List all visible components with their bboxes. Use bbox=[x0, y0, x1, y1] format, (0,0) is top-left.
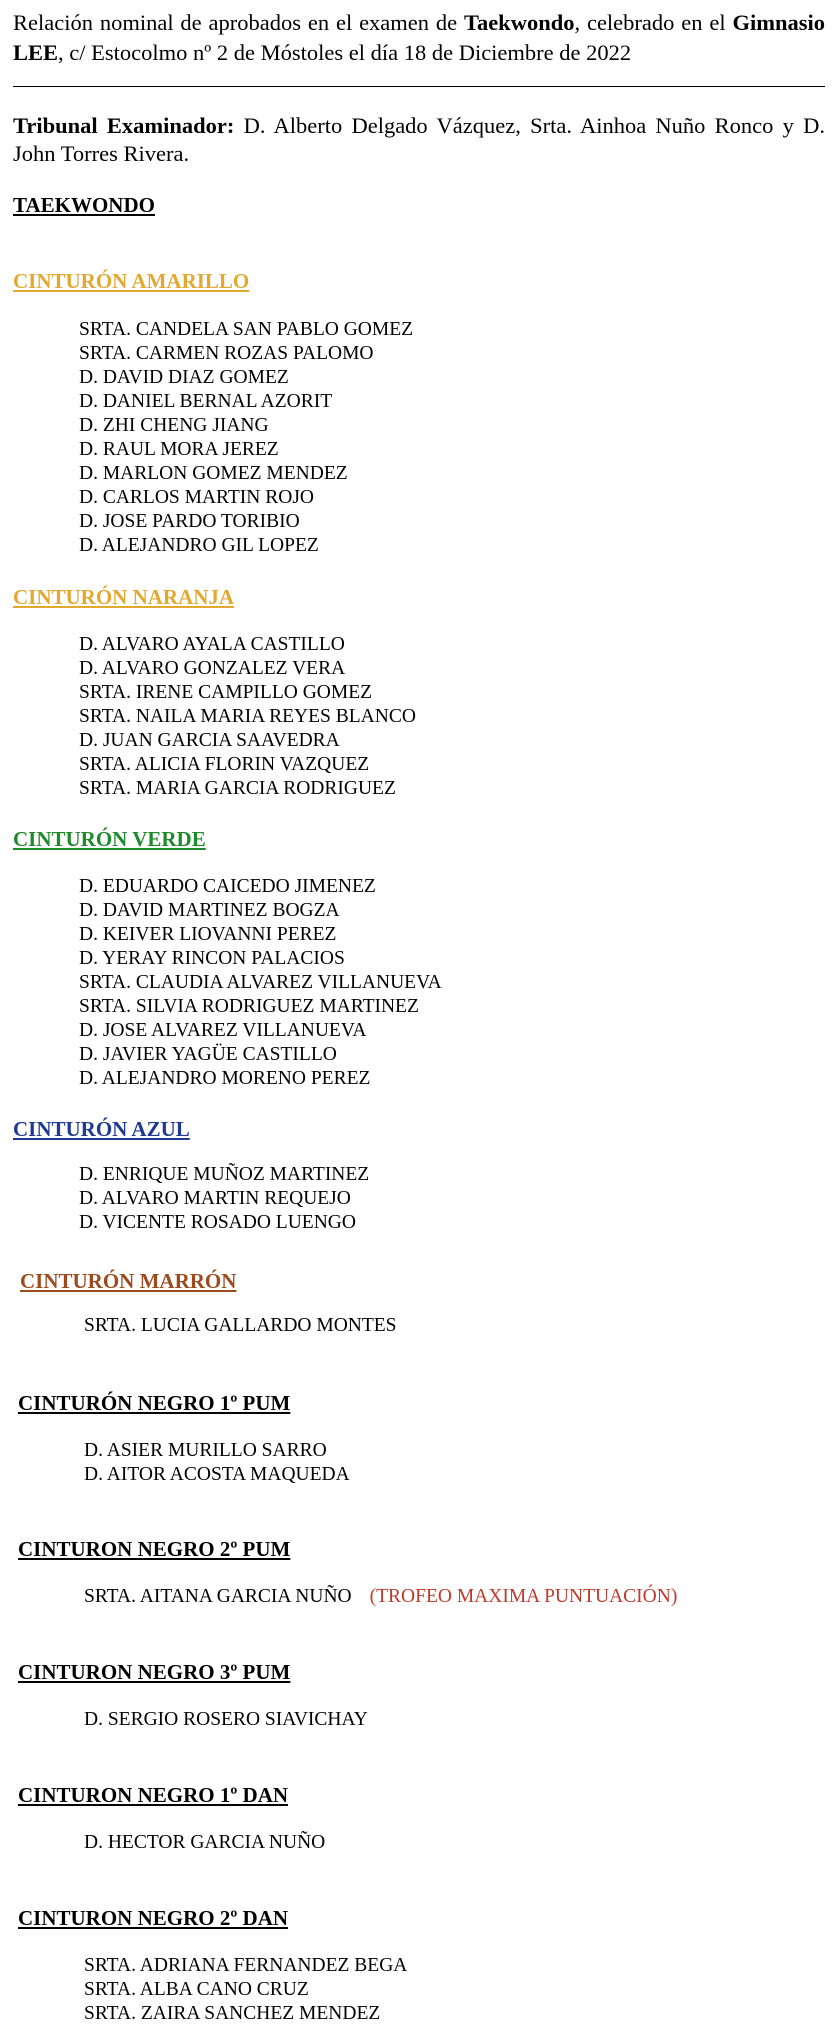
names-list-azul bbox=[79, 1163, 369, 1235]
section-title-verde: CINTURÓN VERDE bbox=[13, 827, 206, 851]
list-item: SRTA. IRENE CAMPILLO GOMEZ bbox=[79, 682, 373, 703]
list-item: D. DAVID MARTINEZ BOGZA bbox=[79, 900, 340, 921]
list-item: D. YERAY RINCON PALACIOS bbox=[79, 948, 345, 969]
list-item: D. ZHI CHENG JIANG bbox=[79, 415, 269, 436]
list-item: D. VICENTE ROSADO LUENGO bbox=[79, 1212, 356, 1233]
list-item: D. ALEJANDRO MORENO PEREZ bbox=[79, 1068, 371, 1089]
list-item: SRTA. ALBA CANO CRUZ bbox=[84, 1979, 309, 2000]
names-list-negro-2-pum bbox=[84, 1585, 677, 1609]
section-title-negro-2-dan: CINTURON NEGRO 2º DAN bbox=[18, 1906, 289, 1930]
intro-venue: Gimnasio LEE bbox=[13, 10, 825, 65]
section-title-negro-2-pum: CINTURON NEGRO 2º PUM bbox=[18, 1537, 291, 1561]
intro-paragraph bbox=[13, 8, 825, 68]
list-item: D. JAVIER YAGÜE CASTILLO bbox=[79, 1044, 337, 1065]
list-item: SRTA. NAILA MARIA REYES BLANCO bbox=[79, 706, 416, 727]
names-list-negro-1-dan bbox=[84, 1831, 325, 1855]
list-item bbox=[84, 1585, 677, 1609]
list-item: D. SERGIO ROSERO SIAVICHAY bbox=[84, 1709, 368, 1730]
list-item: SRTA. SILVIA RODRIGUEZ MARTINEZ bbox=[79, 996, 419, 1017]
list-item: D. DAVID DIAZ GOMEZ bbox=[79, 367, 289, 388]
list-item: SRTA. CLAUDIA ALVAREZ VILLANUEVA bbox=[79, 972, 442, 993]
list-item: SRTA. LUCIA GALLARDO MONTES bbox=[84, 1315, 397, 1336]
list-item: SRTA. ALICIA FLORIN VAZQUEZ bbox=[79, 754, 370, 775]
names-list-verde bbox=[79, 875, 442, 1091]
separator-line bbox=[13, 86, 825, 87]
list-item: SRTA. CARMEN ROZAS PALOMO bbox=[79, 343, 374, 364]
list-item: SRTA. ZAIRA SANCHEZ MENDEZ bbox=[84, 2003, 381, 2024]
tribunal-label: Tribunal Examinador: bbox=[13, 113, 235, 138]
list-item: D. ALVARO AYALA CASTILLO bbox=[79, 634, 345, 655]
names-list-negro-1-pum bbox=[84, 1439, 350, 1487]
list-item: SRTA. ADRIANA FERNANDEZ BEGA bbox=[84, 1955, 408, 1976]
names-list-negro-2-dan bbox=[84, 1954, 407, 2026]
names-list-negro-3-pum bbox=[84, 1708, 368, 1732]
discipline-heading: TAEKWONDO bbox=[13, 193, 155, 217]
list-item: D. JOSE ALVAREZ VILLANUEVA bbox=[79, 1020, 367, 1041]
section-title-marron: CINTURÓN MARRÓN bbox=[20, 1269, 237, 1293]
intro-text-2: , celebrado en el bbox=[574, 10, 733, 35]
list-item: D. RAUL MORA JEREZ bbox=[79, 439, 279, 460]
student-name: SRTA. AITANA GARCIA NUÑO bbox=[84, 1586, 352, 1607]
list-item: D. EDUARDO CAICEDO JIMENEZ bbox=[79, 876, 376, 897]
intro-text-3: , c/ Estocolmo nº 2 de Móstoles el día 18 de Diciembre de 2022 bbox=[58, 40, 632, 65]
section-title-negro-1-pum: CINTURÓN NEGRO 1º PUM bbox=[18, 1391, 291, 1415]
names-list-marron bbox=[84, 1314, 397, 1338]
list-item: D. CARLOS MARTIN ROJO bbox=[79, 487, 315, 508]
section-title-negro-1-dan: CINTURON NEGRO 1º DAN bbox=[18, 1783, 289, 1807]
section-title-naranja: CINTURÓN NARANJA bbox=[13, 585, 235, 609]
list-item: SRTA. MARIA GARCIA RODRIGUEZ bbox=[79, 778, 396, 799]
list-item: D. JOSE PARDO TORIBIO bbox=[79, 511, 300, 532]
trophy-note: (TROFEO MAXIMA PUNTUACIÓN) bbox=[369, 1586, 678, 1607]
list-item: D. HECTOR GARCIA NUÑO bbox=[84, 1832, 326, 1853]
list-item: D. ALEJANDRO GIL LOPEZ bbox=[79, 535, 319, 556]
list-item: D. AITOR ACOSTA MAQUEDA bbox=[84, 1464, 350, 1485]
list-item: D. ALVARO GONZALEZ VERA bbox=[79, 658, 346, 679]
intro-sport: Taekwondo bbox=[464, 10, 575, 35]
section-title-negro-3-pum: CINTURON NEGRO 3º PUM bbox=[18, 1660, 291, 1684]
section-title-azul: CINTURÓN AZUL bbox=[13, 1117, 190, 1141]
list-item: D. KEIVER LIOVANNI PEREZ bbox=[79, 924, 337, 945]
list-item: SRTA. CANDELA SAN PABLO GOMEZ bbox=[79, 319, 414, 340]
tribunal-members: D. Alberto Delgado Vázquez, Srta. Ainhoa Nuño Ronco y D. John Torres Rivera. bbox=[13, 113, 826, 166]
list-item: D. ASIER MURILLO SARRO bbox=[84, 1440, 327, 1461]
names-list-naranja bbox=[79, 633, 416, 801]
list-item: D. ENRIQUE MUÑOZ MARTINEZ bbox=[79, 1164, 370, 1185]
list-item: D. MARLON GOMEZ MENDEZ bbox=[79, 463, 348, 484]
names-list-amarillo bbox=[79, 318, 413, 558]
intro-text-1: Relación nominal de aprobados en el examen de bbox=[13, 10, 464, 35]
list-item: D. DANIEL BERNAL AZORIT bbox=[79, 391, 333, 412]
tribunal-paragraph bbox=[13, 112, 825, 168]
list-item: D. ALVARO MARTIN REQUEJO bbox=[79, 1188, 351, 1209]
section-title-amarillo: CINTURÓN AMARILLO bbox=[13, 269, 250, 293]
list-item: D. JUAN GARCIA SAAVEDRA bbox=[79, 730, 340, 751]
